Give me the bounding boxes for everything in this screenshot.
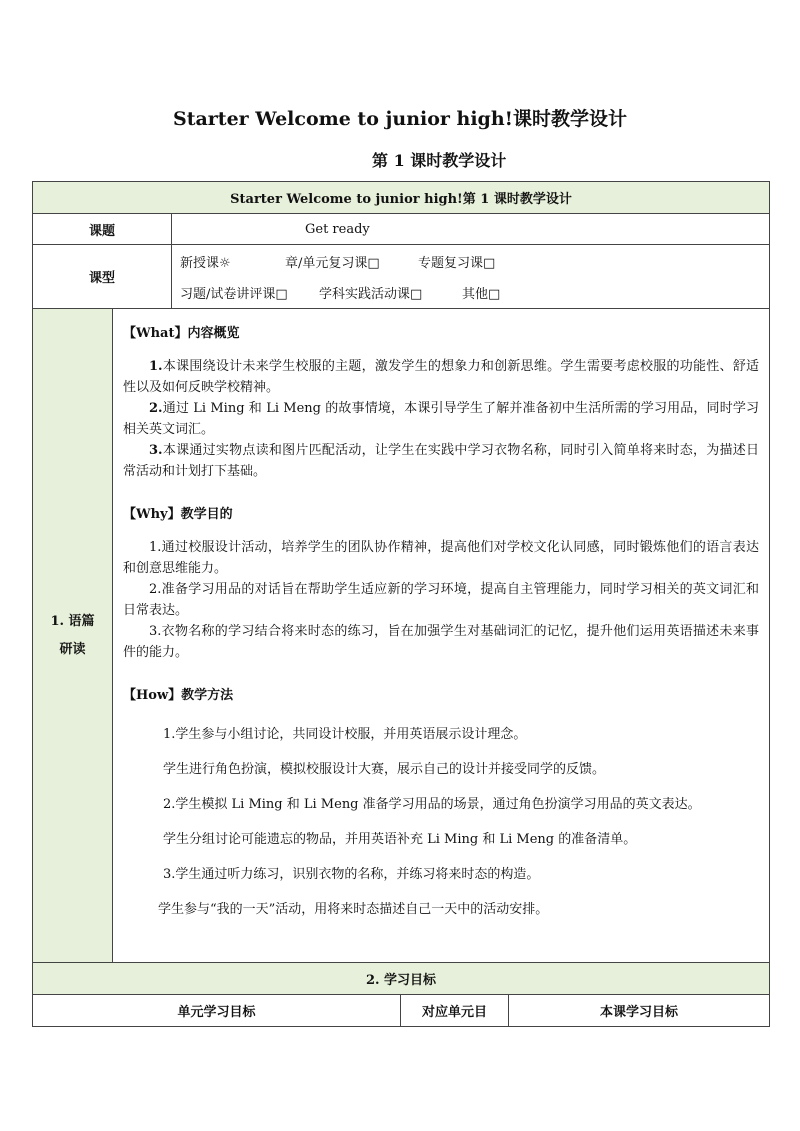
lesson-design-table <box>32 181 770 1027</box>
how-line: 3.学生通过听力练习，识别衣物的名称，并练习将来时态的构造。 <box>163 867 540 882</box>
why-paragraph: 1.通过校服设计活动，培养学生的团队协作精神，提高他们对学校文化认同感，同时锻炼他们的语言表达和创意思维能力。 <box>123 540 759 576</box>
how-line: 学生进行角色扮演，模拟校服设计大赛，展示自己的设计并接受同学的反馈。 <box>163 762 606 777</box>
section1-label <box>33 309 113 963</box>
what-paragraph: 3.本课通过实物点读和图片匹配活动，让学生在实践中学习衣物名称，同时引入简单将来时态，为描述日常活动和计划打下基础。 <box>123 443 759 479</box>
what-heading: 【What】内容概览 <box>123 326 240 341</box>
document-title: Starter Welcome to junior high!课时教学设计 <box>172 108 627 130</box>
what-paragraph: 1.本课围绕设计未来学生校服的主题，激发学生的想象力和创新思维。学生需要考虑校服的功能性、舒适性以及如何反映学校精神。 <box>123 359 759 395</box>
section1-content <box>113 309 770 963</box>
how-line: 2.学生模拟 Li Ming 和 Li Meng 准备学习用品的场景，通过角色扮演学习用品的英文表达。 <box>163 797 701 812</box>
type-row-2 <box>172 277 769 308</box>
col-header-lesson-goal: 本课学习目标 <box>509 995 770 1027</box>
type-option: 新授课☼ <box>180 255 231 271</box>
how-heading: 【How】教学方法 <box>123 688 234 703</box>
section1-label-line: 1. 语篇 <box>50 613 95 629</box>
section1-label-line: 研读 <box>59 641 86 657</box>
col-header-corresponding: 对应单元目 <box>401 995 509 1027</box>
table-header: Starter Welcome to junior high!第 1 课时教学设计 <box>33 182 770 214</box>
what-paragraph: 2.通过 Li Ming 和 Li Meng 的故事情境，本课引导学生了解并准备初中生活所需的学习用品，同时学习相关英文词汇。 <box>123 401 759 437</box>
why-heading: 【Why】教学目的 <box>123 507 233 522</box>
type-label: 课型 <box>33 245 172 309</box>
type-option: 专题复习课□ <box>418 255 496 271</box>
how-line: 学生参与“我的一天”活动，用将来时态描述自己一天中的活动安排。 <box>158 902 549 917</box>
how-line: 学生分组讨论可能遗忘的物品，并用英语补充 Li Ming 和 Li Meng 的准备清单。 <box>163 832 637 847</box>
topic-value: Get ready <box>172 214 770 245</box>
type-option: 其他□ <box>462 286 501 302</box>
type-options <box>172 245 770 309</box>
topic-label: 课题 <box>33 214 172 245</box>
type-option: 学科实践活动课□ <box>319 286 423 302</box>
section2-label: 2. 学习目标 <box>33 963 770 995</box>
why-paragraph: 3.衣物名称的学习结合将来时态的练习，旨在加强学生对基础词汇的记忆，提升他们运用英语描述未来事件的能力。 <box>123 624 759 660</box>
type-option: 章/单元复习课□ <box>285 255 380 271</box>
why-paragraph: 2.准备学习用品的对话旨在帮助学生适应新的学习环境，提高自主管理能力，同时学习相关的英文词汇和日常表达。 <box>123 582 759 618</box>
how-line: 1.学生参与小组讨论，共同设计校服，并用英语展示设计理念。 <box>163 727 527 742</box>
document-subtitle: 第 1 课时教学设计 <box>372 151 507 170</box>
type-option: 习题/试卷讲评课□ <box>180 286 288 302</box>
type-row-1 <box>172 246 769 277</box>
col-header-unit-goal: 单元学习目标 <box>33 995 401 1027</box>
